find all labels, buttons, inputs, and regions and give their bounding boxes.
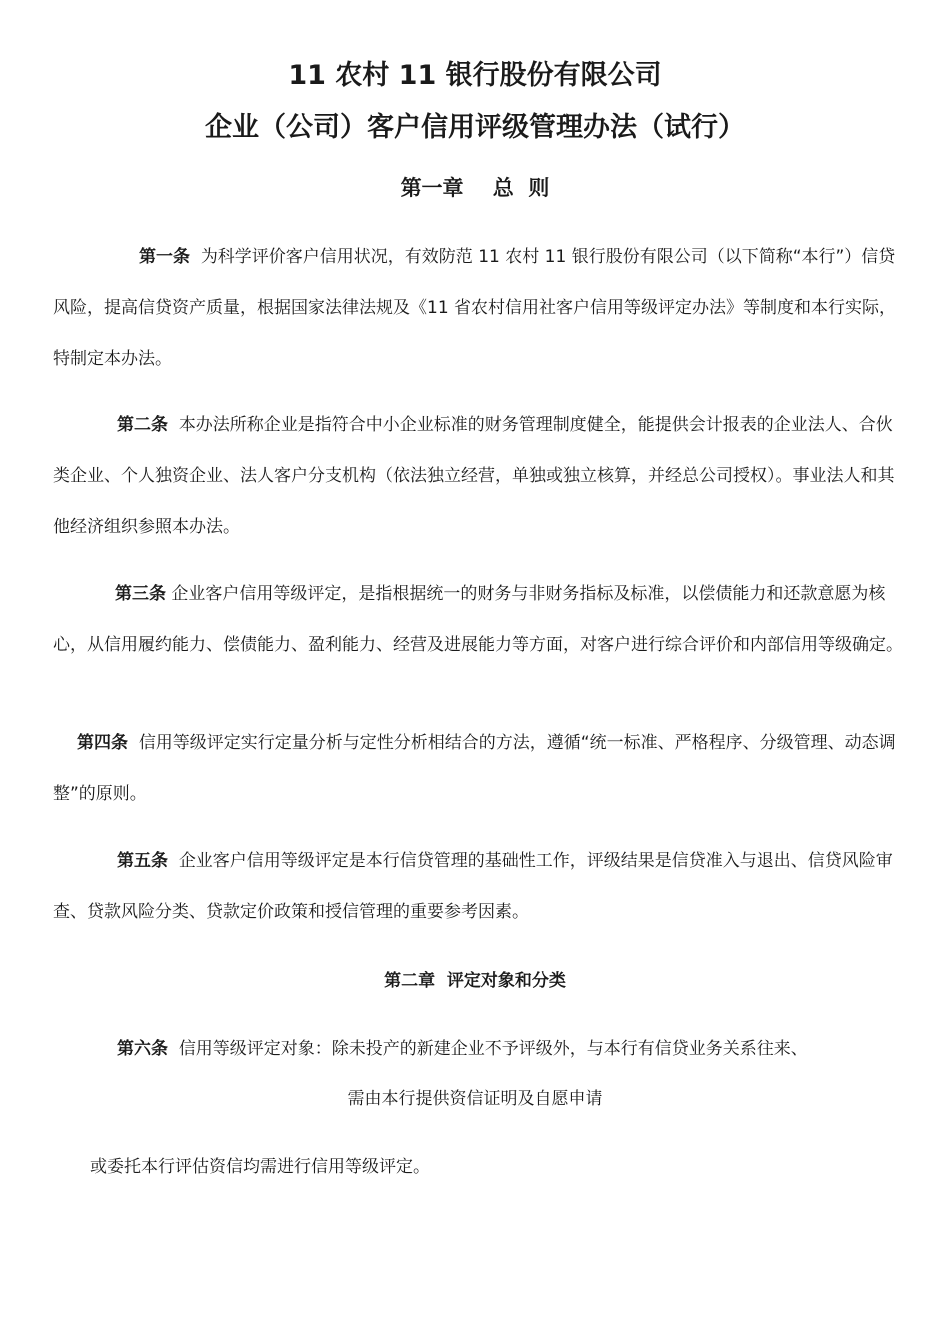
document-title-line1: 11 农村 11 银行股份有限公司 [288, 60, 662, 91]
article-3 [53, 569, 903, 671]
article-2 [53, 400, 903, 553]
article-1 [53, 232, 903, 385]
document-title-line2: 企业（公司）客户信用评级管理办法（试行） [205, 112, 745, 143]
article-6-line1 [117, 1034, 808, 1064]
article-6-text: 信用等级评定对象：除未投产的新建企业不予评级外，与本行有信贷业务关系往来、 [178, 1039, 808, 1059]
article-2-label: 第二条 [117, 415, 168, 435]
article-2-text: 本办法所称企业是指符合中小企业标准的财务管理制度健全，能提供会计报表的企业法人、合伙类企业、个人独资企业、法人客户分支机构（依法独立经营，单独或独立核算，并经总公司授权）。事业法人和其他经济组织参照本办法。 [53, 415, 895, 537]
article-4-text: 信用等级评定实行定量分析与定性分析相结合的方法，遵循“统一标准、严格程序、分级管理、动态调整”的原则。 [53, 733, 896, 804]
article-3-label: 第三条 [115, 584, 166, 604]
article-1-text: 为科学评价客户信用状况，有效防范 11 农村 11 银行股份有限公司（以下简称“本行”）信贷风险，提高信贷资产质量，根据国家法律法规及《11 省农村信用社客户信用等级评定办法》等制度和本行实际，特制定本办法。 [53, 247, 897, 369]
article-6-line3: 或委托本行评估资信均需进行信用等级评定。 [90, 1157, 430, 1177]
article-1-label: 第一条 [139, 247, 190, 267]
article-5-text: 企业客户信用等级评定是本行信贷管理的基础性工作，评级结果是信贷准入与退出、信贷风险审查、贷款风险分类、贷款定价政策和授信管理的重要参考因素。 [53, 851, 893, 922]
chapter-1-heading: 第一章 总 则 [400, 176, 550, 200]
article-5-label: 第五条 [117, 851, 168, 871]
article-5 [53, 836, 903, 938]
article-4 [53, 718, 903, 820]
chapter-2-heading: 第二章 评定对象和分类 [384, 971, 566, 991]
article-6-line2: 需由本行提供资信证明及自愿申请 [347, 1089, 603, 1109]
article-6-label: 第六条 [117, 1039, 168, 1059]
article-3-text: 企业客户信用等级评定，是指根据统一的财务与非财务指标及标准，以偿债能力和还款意愿为核心，从信用履约能力、偿债能力、盈利能力、经营及进展能力等方面，对客户进行综合评价和内部信用等级确定。 [53, 584, 903, 655]
article-4-label: 第四条 [77, 733, 128, 753]
